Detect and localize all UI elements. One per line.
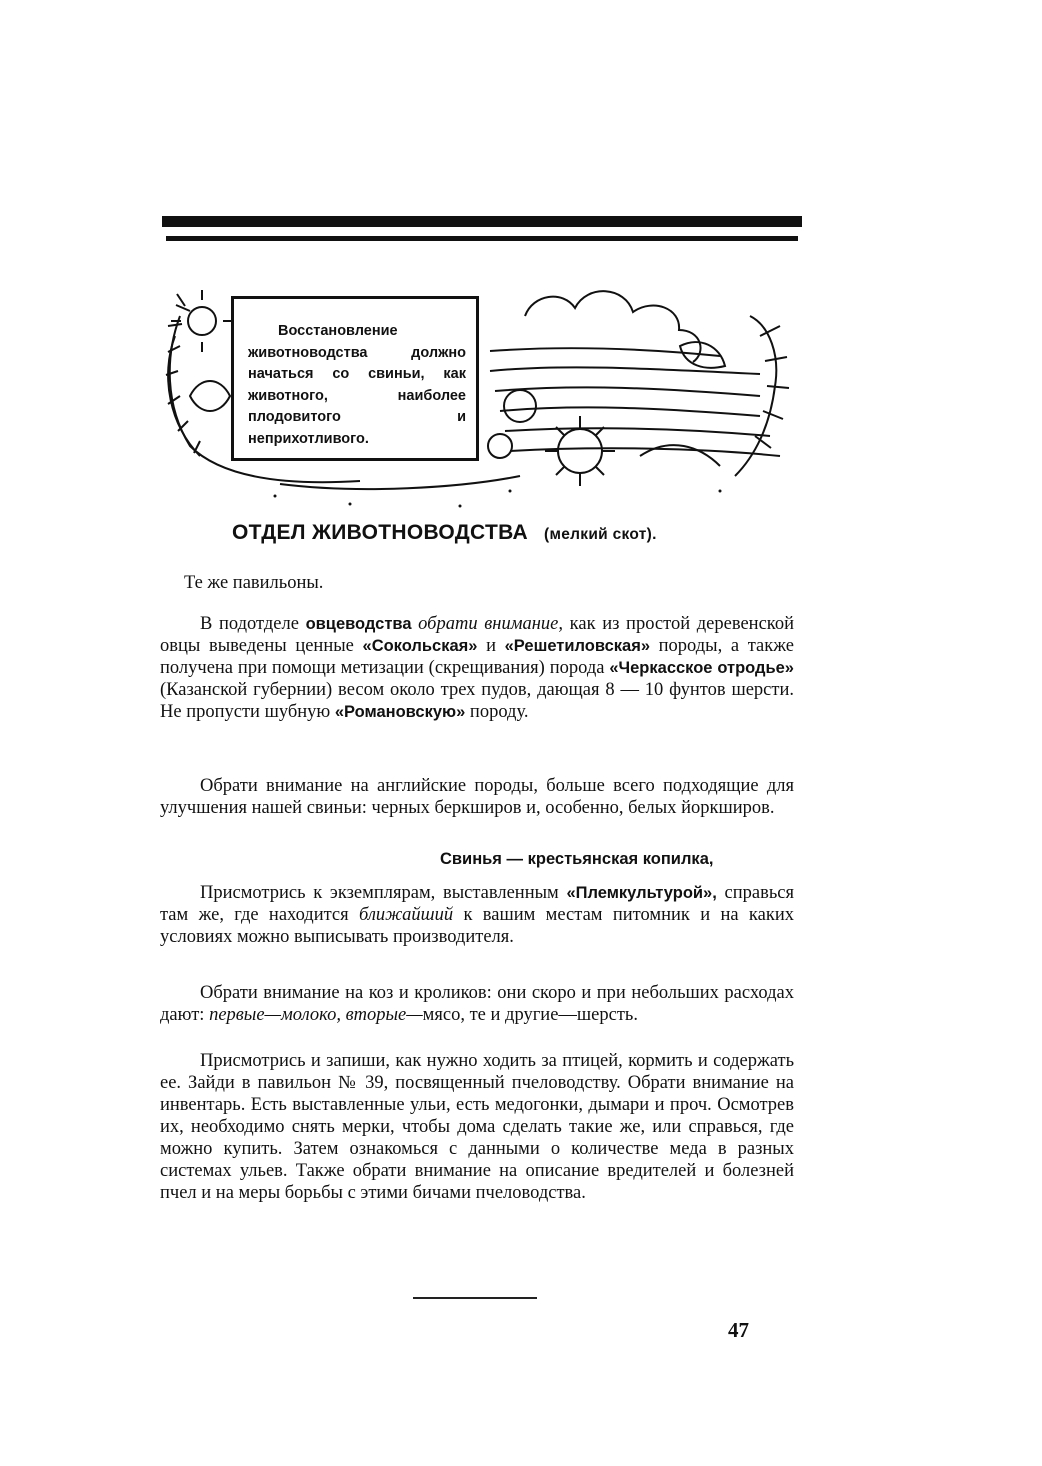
paragraph-breeders	[160, 882, 794, 948]
p3-italic-1: ближайший	[359, 905, 454, 925]
p1-bold-2: «Сокольская»	[362, 637, 478, 655]
end-rule	[413, 1297, 537, 1299]
paragraph-sheep	[160, 613, 794, 723]
p3-text-2: справься там же, где находится	[160, 883, 794, 925]
section-title: ОТДЕЛ ЖИВОТНОВОДСТВА	[232, 521, 528, 544]
p3-text-1: Присмотрись к экземплярам, выставленным	[200, 883, 567, 903]
paragraph-poultry-bees: Присмотрись и запиши, как нужно ходить за птицей, кормить и содержать ее. Зайди в павильон № 39, посвященный пчеловодству. Обрати внимание на инвентарь. Есть выставленные ульи, есть медогонки, дымари и проч. Осмотрев их, необходимо снять мерки, чтобы дома сделать такие же, или справься, где можно купить. Затем ознакомься с данными о количестве меда в разных системах ульев. Также обрати внимание на описание вредителей и болезней пчел и на меры борьбы с этими бичами пчеловодства.	[160, 1051, 794, 1203]
p3-text-3: к вашим местам питомник и на каких условиях можно выписывать производителя.	[160, 905, 794, 947]
p1-text-1: В подотделе	[200, 614, 306, 634]
page-number: 47	[728, 1318, 749, 1342]
p1-text-4: породы, а также получена при помощи метизации (скрещивания) порода	[160, 636, 794, 678]
p1-italic-1: обрати внимание,	[411, 614, 564, 634]
p4-text-2: мясо, те и другие—шерсть.	[422, 1005, 638, 1025]
section-subtitle: (мелкий скот).	[543, 526, 657, 543]
p1-bold-5: «Романовскую»	[334, 703, 466, 721]
p1-bold-4: «Черкасское отродье»	[609, 659, 794, 677]
top-rule-thin	[166, 236, 798, 241]
p1-bold-1: овцеводства	[305, 615, 412, 633]
p1-text-2: как из простой деревенской овцы выведены ценные	[160, 614, 794, 656]
callout-text: Восстановление животноводства должно начаться со свиньи, как животного, наиболее плодовитого и неприхотливого.	[248, 323, 466, 447]
paragraph-pigs: Обрати внимание на английские породы, больше всего подходящие для улучшения нашей свиньи: черных беркширов и, особенно, белых йоркширов.	[160, 776, 794, 818]
paragraph-goats-rabbits	[160, 982, 794, 1026]
top-rule-thick	[162, 216, 802, 227]
p4-italic-1: первые—молоко, вторые—	[209, 1005, 423, 1025]
p1-text-5: (Казанской губернии) весом около трех пудов, дающая 8 — 10 фунтов шерсти. Не пропусти шубную	[160, 680, 794, 722]
p1-bold-3: «Решетиловская»	[504, 637, 650, 655]
subheading-pig: Свинья — крестьянская копилка,	[440, 850, 714, 868]
p3-bold-1: «Племкультурой»,	[566, 884, 717, 902]
p1-text-6: породу.	[465, 702, 529, 722]
callout-box	[231, 296, 479, 461]
section-heading	[232, 521, 792, 545]
paragraph-pavilions: Те же павильоны.	[184, 573, 324, 593]
p4-text-1: Обрати внимание на коз и кроликов: они скоро и при небольших расходах дают:	[160, 983, 794, 1025]
p1-text-3: и	[477, 636, 505, 656]
